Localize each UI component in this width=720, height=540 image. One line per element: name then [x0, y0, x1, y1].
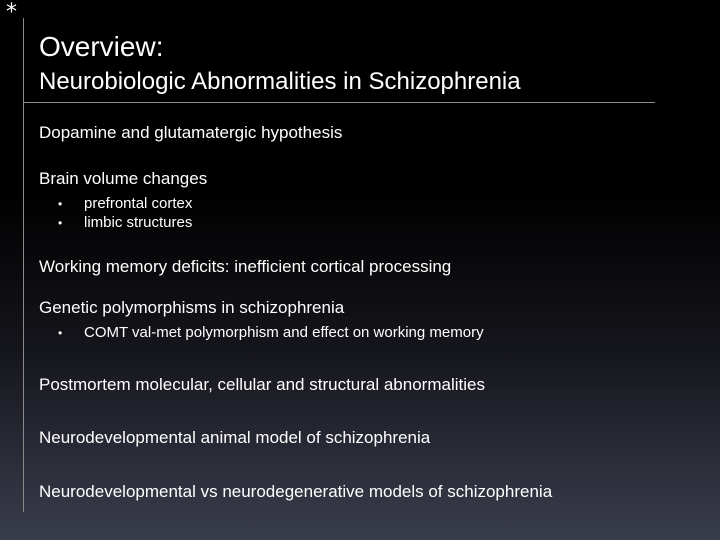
list-item-working-memory: Working memory deficits: inefficient cortical processing — [39, 257, 452, 276]
title-underline — [23, 102, 655, 103]
sub-item-label: prefrontal cortex — [84, 195, 193, 212]
bullet-icon: • — [58, 216, 63, 230]
list-item-animal-model: Neurodevelopmental animal model of schizophrenia — [39, 428, 431, 447]
list-item-postmortem: Postmortem molecular, cellular and structural abnormalities — [39, 375, 485, 394]
bullet-icon: • — [58, 197, 63, 211]
list-item-genetic: Genetic polymorphisms in schizophrenia — [39, 298, 345, 317]
list-item-brain-volume: Brain volume changes — [39, 169, 208, 188]
slide-title: Overview: — [39, 31, 164, 62]
sub-item-comt — [58, 324, 484, 342]
sub-item-limbic — [58, 214, 192, 232]
sub-item-prefrontal — [58, 195, 192, 213]
vertical-divider — [23, 18, 24, 512]
list-item-models: Neurodevelopmental vs neurodegenerative models of schizophrenia — [39, 482, 553, 501]
sub-item-label: COMT val-met polymorphism and effect on working memory — [84, 324, 484, 341]
slide-subtitle: Neurobiologic Abnormalities in Schizophrenia — [39, 68, 521, 95]
sub-item-label: limbic structures — [84, 214, 193, 231]
bullet-icon: • — [58, 326, 63, 340]
asterisk-marker: * — [6, 0, 17, 25]
list-item-dopamine: Dopamine and glutamatergic hypothesis — [39, 123, 343, 142]
